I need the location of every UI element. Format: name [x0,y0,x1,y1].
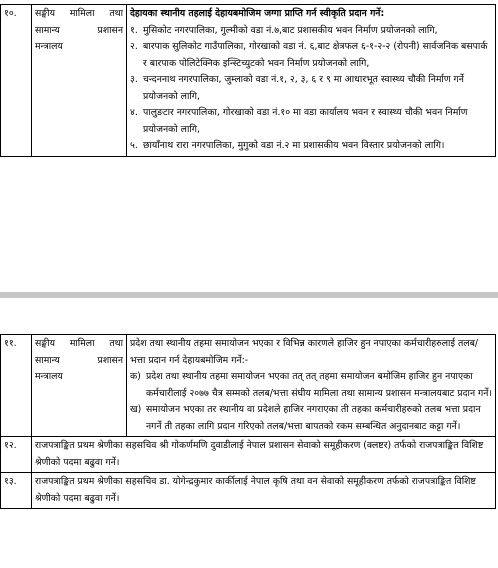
ministry-cell: सङ्घीय मामिला तथा सामान्य प्रशासन मन्त्रालय [32,5,127,157]
list-item: ३. चन्दननाथ नगरपालिका, जुम्लाको वडा नं.१, २, ३, ६ र ९ मा आधारभूत स्वास्थ्य चौकी निर्माण गर्ने प्रयोजनको लागि, [130,74,464,102]
decision-table-bottom [0,334,496,509]
table-row [1,335,496,437]
decision-list [130,23,492,155]
row-number: ११. [1,335,32,437]
list-item: क) प्रदेश तथा स्थानीय तहमा समायोजन भएका तत् तत् तहमा समायोजन बमोजिम हाजिर हुन नपाएका कर्मचारीलाई २०७७ चैत्र सम्मको तलब/भत्ता संघीय मामिला तथा सामान्य प्रशासन मन्त्रालयबाट प्रदान गर्ने। [130,371,492,399]
decision-text-cell: राजपत्राङ्कित प्रथम श्रेणीका सहसचिव श्री गोकर्णमणि दुवाडीलाई नेपाल प्रशासन सेवाको समूहीकरण (क्लष्टर) तर्फको राजपत्राङ्कित विशिष्ट श्रेणीको पदमा बढुवा गर्ने। [32,437,496,473]
table-row [1,437,496,473]
decision-text-cell [127,5,496,157]
row-number: १२. [1,437,32,473]
list-item: १. मुसिकोट नगरपालिका, गुल्मीको वडा नं.७,बाट प्रशासकीय भवन निर्माण प्रयोजनको लागि, [130,24,438,36]
row-number: १०. [1,5,32,157]
decision-intro: प्रदेश तथा स्थानीय तहमा समायोजन भएका र विभिन्न कारणले हाजिर हुन नपाएका कर्मचारीहरुलाई तलब/भत्ता प्रदान गर्न देहायबमोजिम गर्ने:- [130,338,479,366]
list-item: ४. पालुङटार नगरपालिका, गोरखाको वडा नं.१० मा वडा कार्यालय भवन र स्वास्थ्य चौकी भवन निर्माण प्रयोजनको लागि, [130,107,468,135]
decision-text-cell [127,335,496,437]
table-row [1,473,496,509]
list-item: ख) समायोजन भएका तर स्थानीय वा प्रदेशले हाजिर नगराएका ती तहका कर्मचारीहरुको तलब भत्ता प्रदान नगर्ने ती तहका लागि प्रदान गरिएको तलब/भत्ता बापतको रकम सम्बन्धित अनुदानबाट कट्टा गर्ने। [130,404,481,432]
table-row [1,5,496,157]
decision-text-cell: राजपत्राङ्कित प्रथम श्रेणीका सहसचिव डा. योगेन्द्रकुमार कार्कीलाई नेपाल कृषि तथा वन सेवाको समूहीकरण तर्फको राजपत्राङ्कित विशिष्ट श्रेणीको पदमा बढुवा गर्ने। [32,473,496,509]
ministry-cell: सङ्घीय मामिला तथा सामान्य प्रशासन मन्त्रालय [32,335,127,437]
row-number: १३. [1,473,32,509]
list-item: २. बारपाक सुलिकोट गाउँपालिका, गोरखाको वडा नं. ६,बाट क्षेत्रफल ६-१-२-२ (रोपनी) सार्वजनिक बसपार्क र बारपाक पोलिटेक्निक इन्स्टिच्युटको भवन निर्माण प्रयोजनको लागि, [130,41,488,69]
list-item: ५. छायाँनाथ रारा नगरपालिका, मुगुको वडा नं.२ मा प्रशासकीय भवन विस्तार प्रयोजनको लागि। [130,140,445,151]
decision-heading: देहायका स्थानीय तहलाई देहायबमोजिम जग्गा प्राप्ति गर्न स्वीकृति प्रदान गर्ने: [130,8,385,19]
page-separator [0,292,498,298]
decision-table-top [0,4,496,157]
